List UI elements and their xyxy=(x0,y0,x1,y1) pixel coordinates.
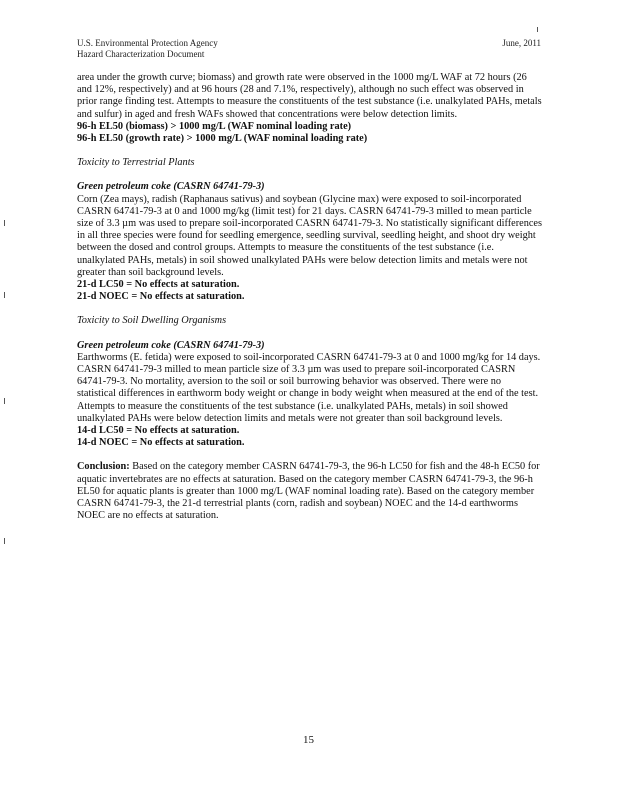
scan-mark xyxy=(4,538,5,544)
document-body xyxy=(77,72,542,523)
algae-paragraph: area under the growth curve; biomass) and growth rate were observed in the 1000 mg/L WAF at 72 hours (26 and 12%, respectively) and at 96 hours (28 and 7.1%, respectively), although no such effect was observed in prior range finding test. Attempts to measure the constituents of the test substance (i.e. unalkylated PAHs, metals and sulfur) in aged and fresh WAFs showed that concentrations were below detection limits. xyxy=(77,72,542,120)
conclusion-paragraph xyxy=(77,461,542,522)
result-soil-lc50: 14-d LC50 = No effects at saturation. xyxy=(77,425,240,437)
conclusion-label: Conclusion: xyxy=(77,461,130,473)
header-agency: U.S. Environmental Protection Agency xyxy=(77,38,218,48)
scan-mark xyxy=(4,220,5,226)
result-el50-biomass: 96-h EL50 (biomass) > 1000 mg/L (WAF nominal loading rate) xyxy=(77,120,352,132)
conclusion-text: Based on the category member CASRN 64741-79-3, the 96-h LC50 for fish and the 48-h EC50 for aquatic invertebrates are no effects at saturation. Based on the category member CASRN 64741-79-3, the 96-h EL50 for aquatic plants is greater than 1000 mg/L (WAF nominal loading rate). Based on the category member CASRN 64741-79-3, the 21-d terrestrial plants (corn, radish and soybean) NOEC and the 14-d earthworms NOEC are no effects at saturation. xyxy=(77,461,540,522)
header-date: June, 2011 xyxy=(502,38,541,48)
plants-paragraph: Corn (Zea mays), radish (Raphanaus sativus) and soybean (Glycine max) were exposed to soil-incorporated CASRN 64741-79-3 at 0 and 1000 mg/kg (limit test) for 21 days. CASRN 64741-79-3 milled to mean particle size of 3.3 µm was used to prepare soil-incorporated CASRN 64741-79-3. No statistically significant differences in all three species were found for seedling emergence, seedling survival, seedling height, and shoot dry weight between the dosed and control groups. Attempts to measure the constituents of the test substance (i.e. unalkylated PAHs, metals) in soil showed unalkylated PAHs were below detection limits and metals were not greater than soil background levels. xyxy=(77,193,542,278)
soil-paragraph: Earthworms (E. fetida) were exposed to soil-incorporated CASRN 64741-79-3 at 0 and 1000 mg/kg for 14 days. CASRN 64741-79-3 milled to mean particle size of 3.3 µm was used to prepare soil-incorporated CASRN 64741-79-3. No mortality, aversion to the soil or soil burrowing behavior was observed. There were no statistical differences in earthworm body weight or change in body weight when measured at the end of the test. Attempts to measure the constituents of the test substance (i.e. unalkylated PAHs, metals) in soil showed unalkylated PAHs were below detection limits and metals were not greater than soil background levels. xyxy=(77,351,541,424)
page-header-left xyxy=(77,38,218,60)
scan-mark xyxy=(4,292,5,298)
header-document-title: Hazard Characterization Document xyxy=(77,49,205,59)
subheading-green-petroleum-coke: Green petroleum coke (CASRN 64741-79-3) xyxy=(77,181,265,193)
result-plants-noec: 21-d NOEC = No effects at saturation. xyxy=(77,291,245,303)
section-heading-soil-organisms: Toxicity to Soil Dwelling Organisms xyxy=(77,315,227,327)
section-heading-terrestrial-plants: Toxicity to Terrestrial Plants xyxy=(77,157,195,169)
scan-mark xyxy=(537,27,538,32)
scan-mark xyxy=(4,398,5,404)
page-number: 15 xyxy=(303,734,314,746)
result-plants-lc50: 21-d LC50 = No effects at saturation. xyxy=(77,279,240,291)
result-el50-growth-rate: 96-h EL50 (growth rate) > 1000 mg/L (WAF nominal loading rate) xyxy=(77,133,368,145)
result-soil-noec: 14-d NOEC = No effects at saturation. xyxy=(77,437,245,449)
subheading-green-petroleum-coke-soil: Green petroleum coke (CASRN 64741-79-3) xyxy=(77,339,265,351)
